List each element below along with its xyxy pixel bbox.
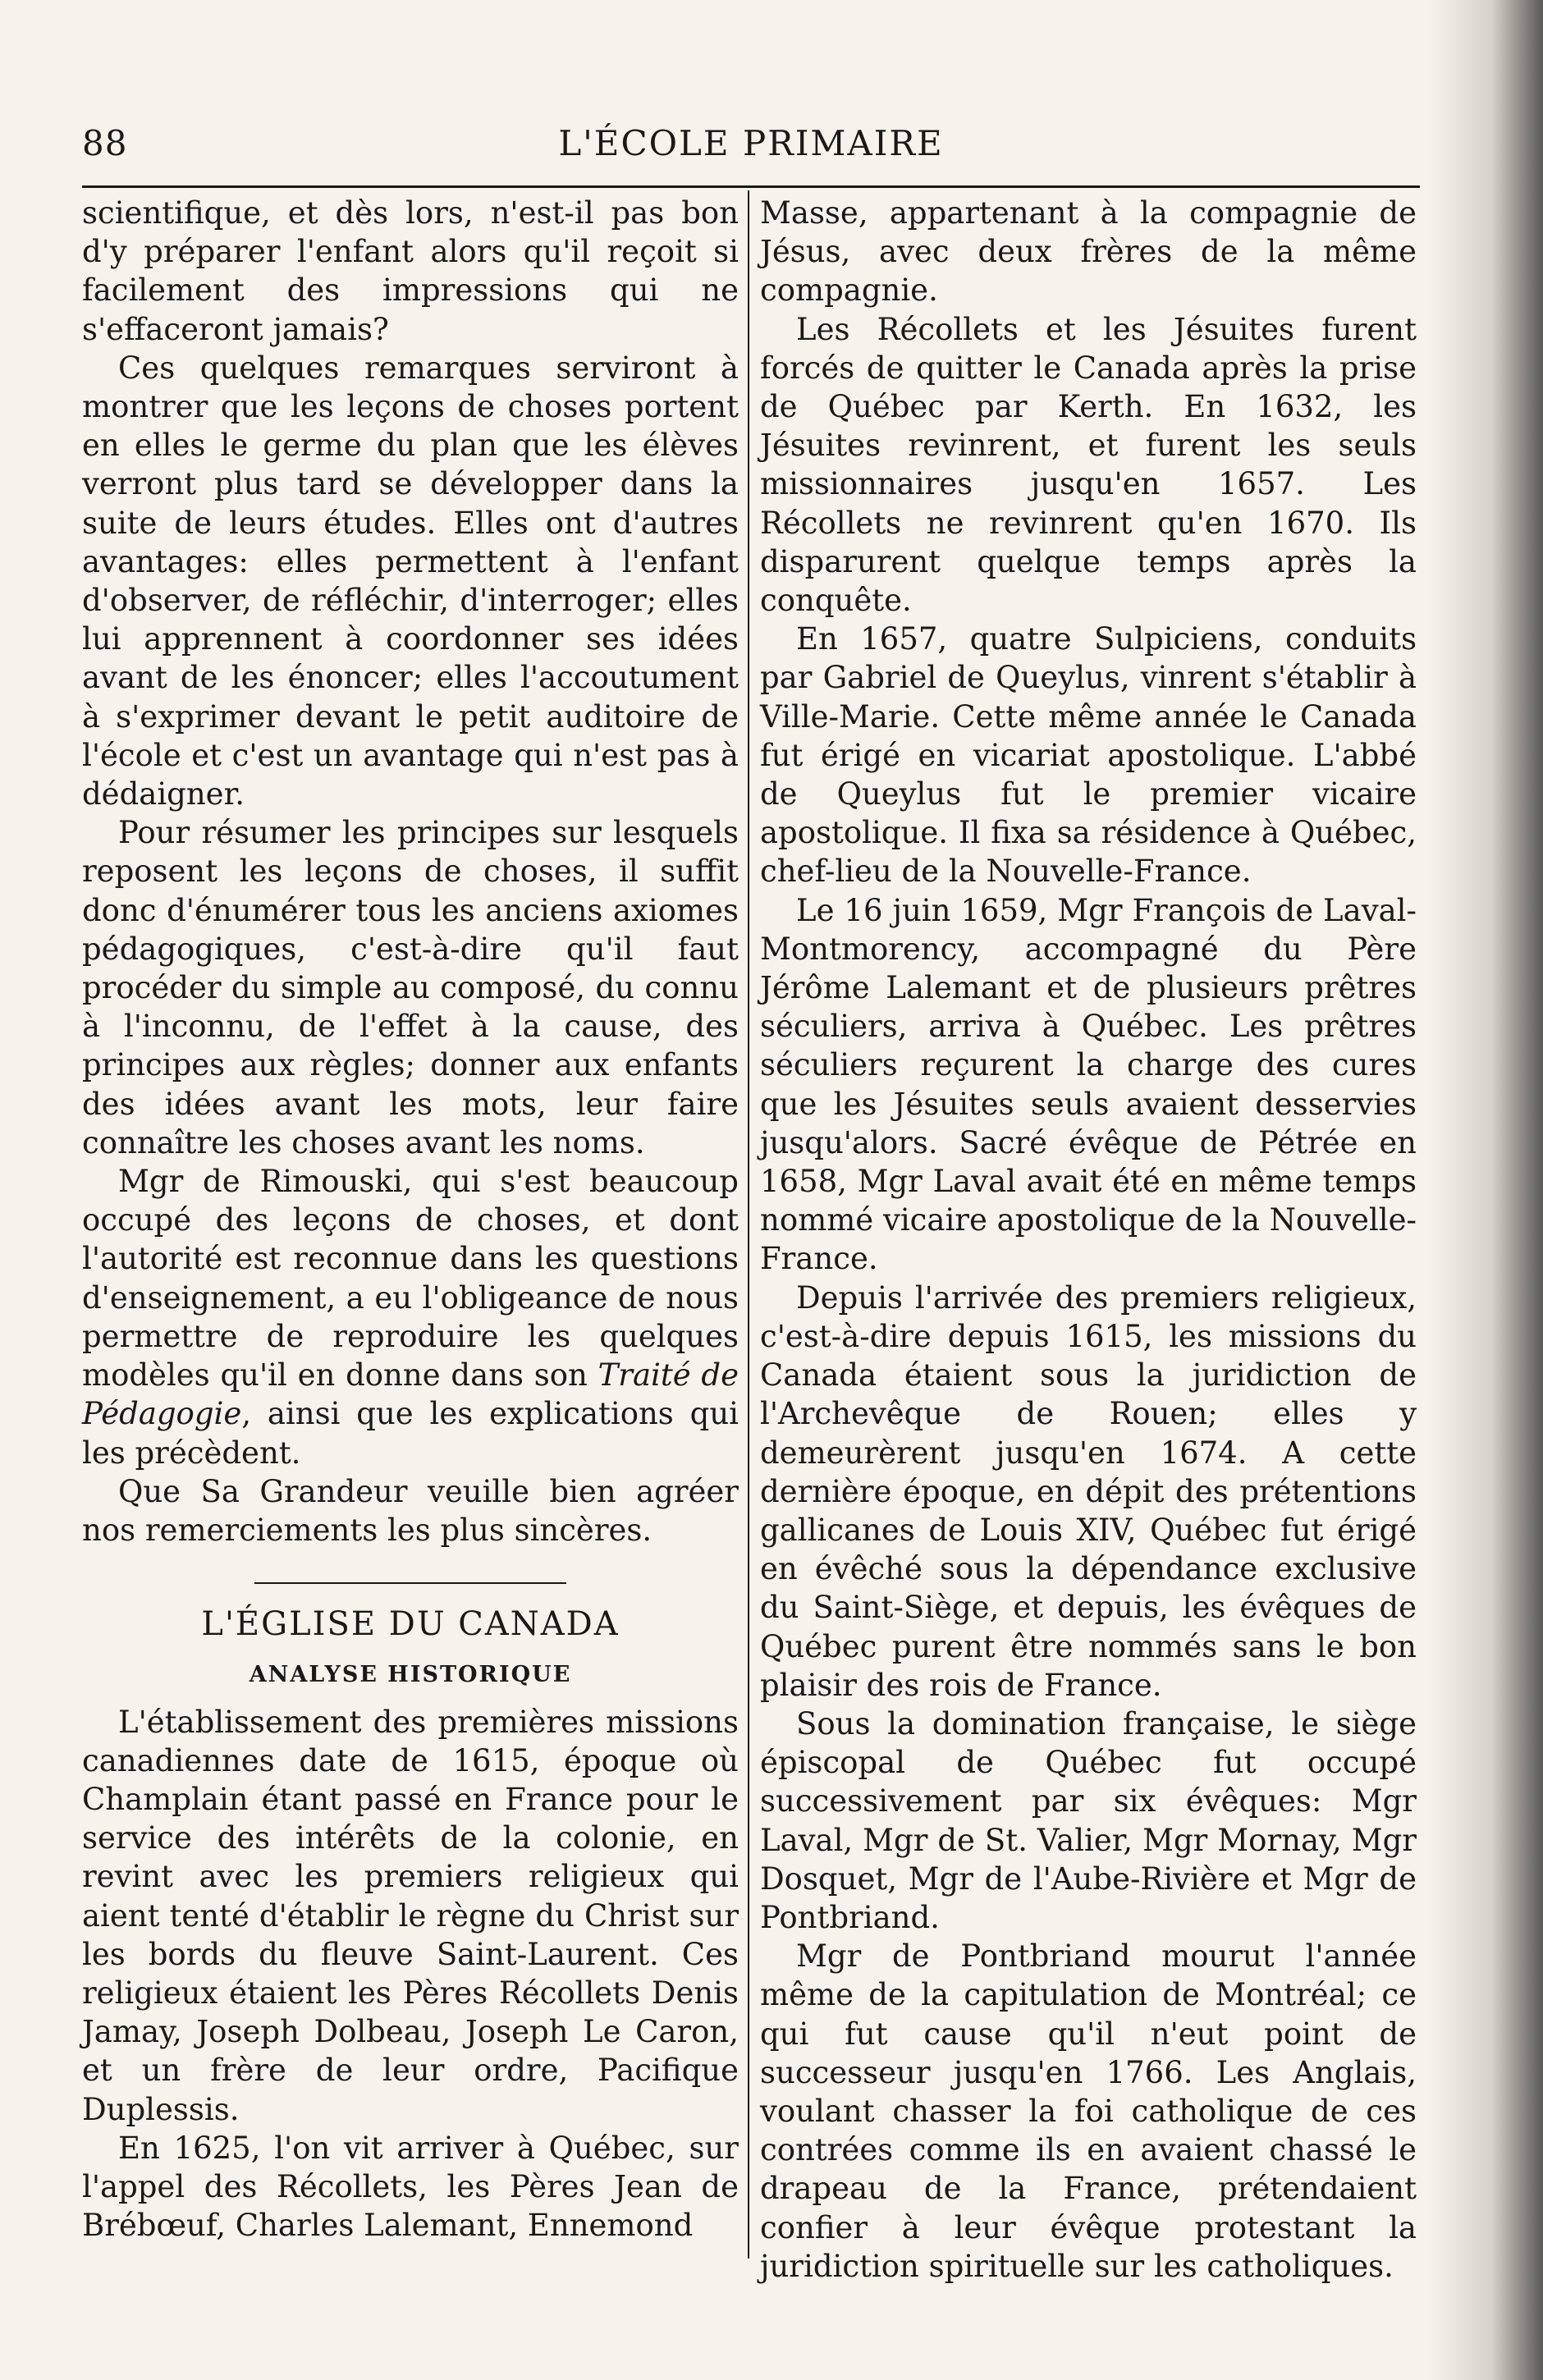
paragraph: Mgr de Pontbriand mourut l'année même de la capitulation de Montréal; ce qui fut cause qu'il n'eut point de successeur jusqu'en 1766. Les Anglais, voulant chasser la foi catholique de ces contrées comme ils en avaient chassé le drapeau de la France, prétendaient confier à leur évêque protestant la juridiction spirituelle sur les catholiques. — [760, 1938, 1417, 2284]
paragraph: Le 16 juin 1659, Mgr François de Laval-Montmorency, accompagné du Père Jérôme Lalemant et de plusieurs prêtres séculiers, arriva à Québec. Les prêtres séculiers reçurent la charge des cures que les Jésuites seuls avaient desservies jusqu'alors. Sacré évêque de Pétrée en 1658, Mgr Laval avait été en même temps nommé vicaire apostolique de la Nouvelle-France. — [760, 892, 1417, 1277]
left-column — [82, 194, 739, 2245]
right-column — [760, 194, 1417, 2286]
section-heading: L'ÉGLISE DU CANADA — [201, 1605, 620, 1644]
paragraph: L'établissement des premières missions canadiennes date de 1615, époque où Champlain étant passé en France pour le service des intérêts de la colonie, en revint avec les premiers religieux qui aient tenté d'établir le règne du Christ sur les bords du fleuve Saint-Laurent. Ces religieux étaient les Pères Récollets Denis Jamay, Joseph Dolbeau, Joseph Le Caron, et un frère de leur ordre, Pacifique Duplessis. — [82, 1704, 739, 2127]
paragraph — [82, 1162, 739, 1472]
paragraph: Masse, appartenant à la compagnie de Jésus, avec deux frères de la même compagnie. — [760, 195, 1417, 309]
book-title: Traité de Pédagogie — [82, 1357, 739, 1432]
paragraph: Ces quelques remarques serviront à montrer que les leçons de choses portent en elles le germe du plan que les élèves verront plus tard se développer dans la suite de leurs études. Elles ont d'autres avantages: elles permettent à l'enfant d'observer, de réfléchir, d'interroger; elles lui apprennent à coordonner ses idées avant de les énoncer; elles l'accoutument à s'exprimer devant le petit auditoire de l'école et c'est un avantage qui n'est pas à dédaigner. — [82, 350, 739, 812]
paragraph: scientifique, et dès lors, n'est-il pas bon d'y préparer l'enfant alors qu'il reçoit si facilement des impressions qui ne s'effaceront jamais? — [82, 195, 739, 347]
scanned-page-edge-shadow — [1428, 0, 1543, 2380]
section-subheading: ANALYSE HISTORIQUE — [249, 1662, 572, 1688]
text-run: Mgr de Rimouski, qui s'est beaucoup occupé des leçons de choses, et dont l'autorité est reconnue dans les questions d'enseignement, a eu l'obligeance de nous permettre de reproduire les quelques modèles qu'il en donne dans son — [82, 1164, 739, 1394]
header-rule — [82, 185, 1420, 188]
running-title: L'ÉCOLE PRIMAIRE — [558, 123, 944, 163]
text-run: , ainsi que les explications qui les précèdent. — [82, 1396, 739, 1471]
section-divider — [254, 1582, 566, 1584]
paragraph: Que Sa Grandeur veuille bien agréer nos remerciements les plus sincères. — [82, 1473, 739, 1548]
paragraph: Pour résumer les principes sur lesquels reposent les leçons de choses, il suffit donc d'énumérer tous les anciens axiomes pédagogiques, c'est-à-dire qu'il faut procéder du simple au composé, du connu à l'inconnu, de l'effet à la cause, des principes aux règles; donner aux enfants des idées avant les mots, leur faire connaître les choses avant les noms. — [82, 815, 739, 1160]
page-number: 88 — [82, 123, 128, 163]
paragraph: Sous la domination française, le siège épiscopal de Québec fut occupé successivement par six évêques: Mgr Laval, Mgr de St. Valier, Mgr Mornay, Mgr Dosquet, Mgr de l'Aube-Rivière et Mgr de Pontbriand. — [760, 1705, 1417, 1935]
page-header — [82, 123, 1420, 181]
column-divider — [748, 190, 749, 2259]
paragraph: En 1657, quatre Sulpiciens, conduits par Gabriel de Queylus, vinrent s'établir à Ville-Marie. Cette même année le Canada fut érigé en vicariat apostolique. L'abbé de Queylus fut le premier vicaire apostolique. Il fixa sa résidence à Québec, chef-lieu de la Nouvelle-France. — [760, 621, 1417, 890]
paragraph: En 1625, l'on vit arriver à Québec, sur l'appel des Récollets, les Pères Jean de Brébœuf, Charles Lalemant, Ennemond — [82, 2130, 739, 2244]
paragraph: Les Récollets et les Jésuites furent forcés de quitter le Canada après la prise de Québec par Kerth. En 1632, les Jésuites revinrent, et furent les seuls missionnaires jusqu'en 1657. Les Récollets ne revinrent qu'en 1670. Ils disparurent quelque temps après la conquête. — [760, 311, 1417, 619]
paragraph: Depuis l'arrivée des premiers religieux, c'est-à-dire depuis 1615, les missions du Canada étaient sous la juridiction de l'Archevêque de Rouen; elles y demeurèrent jusqu'en 1674. A cette dernière époque, en dépit des prétentions gallicanes de Louis XIV, Québec fut érigé en évêché sous la dépendance exclusive du Saint-Siège, et depuis, les évêques de Québec purent être nommés sans le bon plaisir des rois de France. — [760, 1279, 1417, 1703]
